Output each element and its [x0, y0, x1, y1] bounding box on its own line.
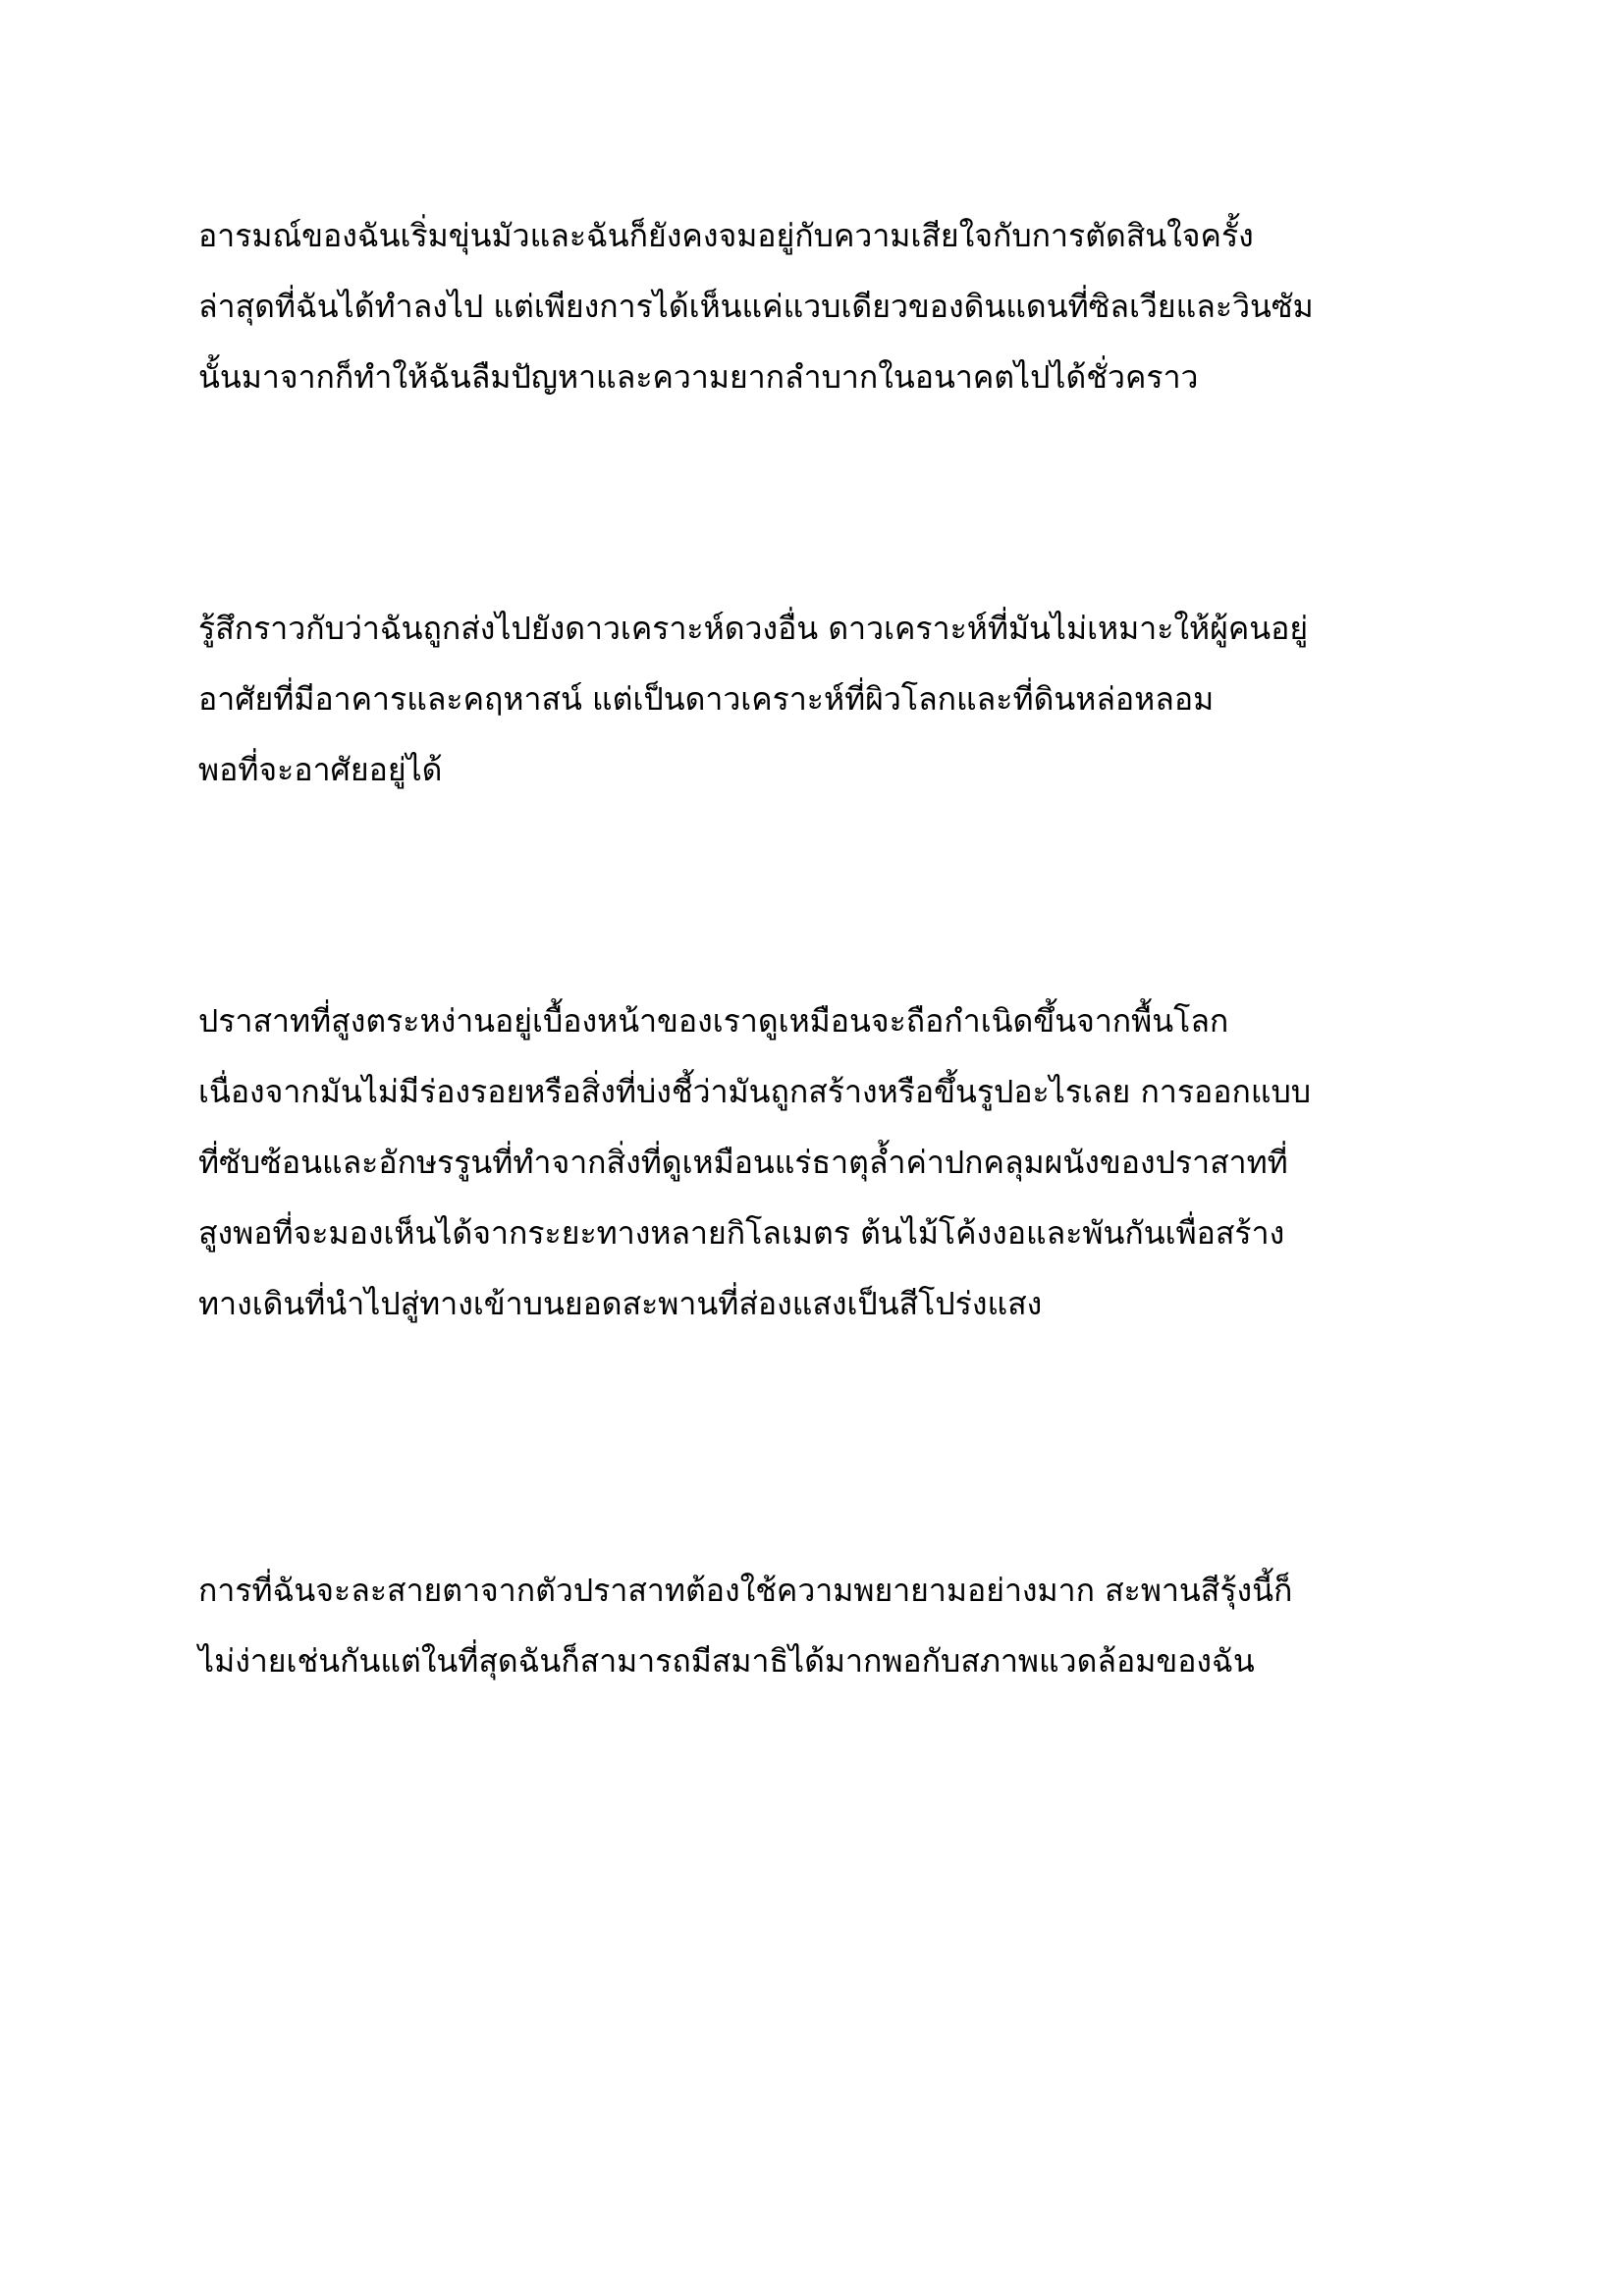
- text-line: นั้นมาจากก็ทำให้ฉันลืมปัญหาและความยากลำบากในอนาคตไปได้ชั่วคราว: [198, 358, 1199, 396]
- text-line: อาศัยที่มีอาคารและคฤหาสน์ แต่เป็นดาวเคราะห์ที่ผิวโลกและที่ดินหล่อหลอม: [198, 680, 1215, 718]
- text-line: ไม่ง่ายเช่นกันแต่ในที่สุดฉันก็สามารถมีสมาธิได้มากพอกับสภาพแวดล้อมของฉัน: [198, 1642, 1255, 1680]
- paragraph-1: [198, 200, 1445, 412]
- text-line: การที่ฉันจะละสายตาจากตัวปราสาทต้องใช้ความพยายามอย่างมาก สะพานสีรุ้งนี้ก็: [198, 1572, 1293, 1609]
- text-line: รู้สึกราวกับว่าฉันถูกส่งไปยังดาวเคราะห์ดวงอื่น ดาวเคราะห์ที่มันไม่เหมาะให้ผู้คนอยู่: [198, 610, 1309, 647]
- text-line: ล่าสุดที่ฉันได้ทำลงไป แต่เพียงการได้เห็นแค่แวบเดียวของดินแดนที่ซิลเวียและวินซัม: [198, 288, 1314, 325]
- text-line: ปราสาทที่สูงตระหง่านอยู่เบื้องหน้าของเราดูเหมือนจะถือกำเนิดขึ้นจากพื้นโลก: [198, 1002, 1229, 1040]
- text-line: สูงพอที่จะมองเห็นได้จากระยะทางหลายกิโลเมตร ต้นไม้โค้งงอและพันกันเพื่อสร้าง: [198, 1214, 1285, 1252]
- paragraph-4: [198, 1555, 1445, 1696]
- text-line: เนื่องจากมันไม่มีร่องรอยหรือสิ่งที่บ่งชี้ว่ามันถูกสร้างหรือขึ้นรูปอะไรเลย การออกแบบ: [198, 1073, 1312, 1110]
- text-line: พอที่จะอาศัยอยู่ได้: [198, 751, 443, 788]
- text-line: อารมณ์ของฉันเริ่มขุ่นมัวและฉันก็ยังคงจมอยู่กับความเสียใจกับการตัดสินใจครั้ง: [198, 217, 1254, 254]
- paragraph-2: [198, 593, 1445, 805]
- text-line: ที่ซับซ้อนและอักษรรูนที่ทำจากสิ่งที่ดูเหมือนแร่ธาตุล้ำค่าปกคลุมผนังของปราสาทที่: [198, 1144, 1288, 1181]
- paragraph-3: [198, 986, 1445, 1339]
- text-line: ทางเดินที่นำไปสู่ทางเข้าบนยอดสะพานที่ส่องแสงเป็นสีโปร่งแสง: [198, 1285, 1043, 1322]
